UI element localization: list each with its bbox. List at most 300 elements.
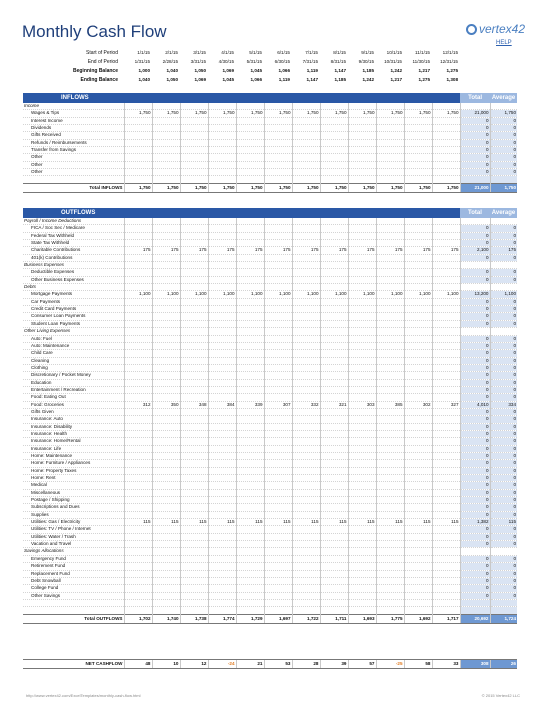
month-cell[interactable]: [432, 541, 460, 548]
month-cell[interactable]: [180, 592, 208, 599]
row-label[interactable]: Consumer Loan Payments: [23, 313, 124, 320]
month-cell[interactable]: [292, 342, 320, 349]
month-cell[interactable]: 115: [404, 519, 432, 526]
month-cell[interactable]: [180, 497, 208, 504]
month-cell[interactable]: [152, 504, 180, 511]
month-cell[interactable]: [376, 533, 404, 540]
month-cell[interactable]: [376, 430, 404, 437]
month-cell[interactable]: [236, 592, 264, 599]
month-cell[interactable]: [124, 154, 152, 161]
month-cell[interactable]: 115: [236, 519, 264, 526]
month-cell[interactable]: [208, 504, 236, 511]
row-label[interactable]: Education: [23, 379, 124, 386]
month-cell[interactable]: [152, 445, 180, 452]
month-cell[interactable]: [348, 533, 376, 540]
row-label[interactable]: Auto: Maintenance: [23, 342, 124, 349]
month-cell[interactable]: 1,750: [180, 110, 208, 117]
month-cell[interactable]: [264, 592, 292, 599]
month-cell[interactable]: [376, 313, 404, 320]
month-cell[interactable]: [236, 169, 264, 176]
header-start-cell[interactable]: 2/1/15: [165, 50, 178, 55]
month-cell[interactable]: [124, 269, 152, 276]
month-cell[interactable]: [152, 364, 180, 371]
month-cell[interactable]: [264, 350, 292, 357]
month-cell[interactable]: [208, 599, 236, 606]
month-cell[interactable]: [376, 117, 404, 124]
month-cell[interactable]: [124, 497, 152, 504]
month-cell[interactable]: [320, 423, 348, 430]
month-cell[interactable]: [432, 313, 460, 320]
month-cell[interactable]: [404, 176, 432, 183]
month-cell[interactable]: [404, 254, 432, 261]
header-end-cell[interactable]: 10/31/15: [384, 59, 402, 64]
month-cell[interactable]: [432, 445, 460, 452]
header-end-cell[interactable]: 12/31/15: [440, 59, 458, 64]
row-label[interactable]: Other Business Expenses: [23, 276, 124, 283]
month-cell[interactable]: 175: [180, 247, 208, 254]
month-cell[interactable]: [236, 240, 264, 247]
month-cell[interactable]: [404, 460, 432, 467]
month-cell[interactable]: [236, 541, 264, 548]
month-cell[interactable]: [208, 430, 236, 437]
month-cell[interactable]: [292, 541, 320, 548]
month-cell[interactable]: [264, 408, 292, 415]
month-cell[interactable]: [432, 298, 460, 305]
month-cell[interactable]: [376, 482, 404, 489]
month-cell[interactable]: [348, 306, 376, 313]
month-cell[interactable]: [432, 453, 460, 460]
month-cell[interactable]: [208, 592, 236, 599]
month-cell[interactable]: [152, 125, 180, 132]
month-cell[interactable]: [320, 298, 348, 305]
month-cell[interactable]: [348, 364, 376, 371]
month-cell[interactable]: [320, 453, 348, 460]
month-cell[interactable]: [292, 394, 320, 401]
month-cell[interactable]: [124, 394, 152, 401]
month-cell[interactable]: [292, 176, 320, 183]
header-ending-cell[interactable]: 1,308: [446, 77, 458, 82]
month-cell[interactable]: 321: [320, 401, 348, 408]
month-cell[interactable]: [348, 453, 376, 460]
month-cell[interactable]: [320, 147, 348, 154]
month-cell[interactable]: [180, 526, 208, 533]
month-cell[interactable]: [404, 497, 432, 504]
month-cell[interactable]: [404, 416, 432, 423]
month-cell[interactable]: [320, 592, 348, 599]
month-cell[interactable]: [180, 438, 208, 445]
month-cell[interactable]: [152, 240, 180, 247]
month-cell[interactable]: [432, 416, 460, 423]
month-cell[interactable]: [208, 154, 236, 161]
month-cell[interactable]: [180, 408, 208, 415]
header-ending-cell[interactable]: 1,275: [418, 77, 430, 82]
month-cell[interactable]: [292, 526, 320, 533]
month-cell[interactable]: [180, 313, 208, 320]
month-cell[interactable]: [180, 232, 208, 239]
month-cell[interactable]: [124, 125, 152, 132]
month-cell[interactable]: [208, 438, 236, 445]
month-cell[interactable]: [152, 139, 180, 146]
month-cell[interactable]: [264, 139, 292, 146]
month-cell[interactable]: [180, 555, 208, 562]
month-cell[interactable]: [236, 526, 264, 533]
header-end-cell[interactable]: 2/28/15: [162, 59, 178, 64]
month-cell[interactable]: [292, 504, 320, 511]
row-label[interactable]: Insurance: Home/Rental: [23, 438, 124, 445]
month-cell[interactable]: [124, 176, 152, 183]
month-cell[interactable]: [432, 147, 460, 154]
month-cell[interactable]: [320, 161, 348, 168]
month-cell[interactable]: 312: [124, 401, 152, 408]
month-cell[interactable]: [432, 240, 460, 247]
month-cell[interactable]: [264, 357, 292, 364]
month-cell[interactable]: [404, 504, 432, 511]
month-cell[interactable]: [152, 117, 180, 124]
month-cell[interactable]: [124, 416, 152, 423]
month-cell[interactable]: [348, 592, 376, 599]
header-ending-cell[interactable]: 1,066: [250, 77, 262, 82]
month-cell[interactable]: [264, 269, 292, 276]
header-ending-cell[interactable]: 1,040: [138, 77, 150, 82]
month-cell[interactable]: [432, 497, 460, 504]
month-cell[interactable]: [376, 232, 404, 239]
month-cell[interactable]: [208, 460, 236, 467]
month-cell[interactable]: [264, 430, 292, 437]
month-cell[interactable]: [432, 357, 460, 364]
month-cell[interactable]: [404, 577, 432, 584]
month-cell[interactable]: [208, 511, 236, 518]
month-cell[interactable]: [152, 232, 180, 239]
month-cell[interactable]: [124, 276, 152, 283]
month-cell[interactable]: [124, 364, 152, 371]
month-cell[interactable]: [292, 320, 320, 327]
month-cell[interactable]: [348, 372, 376, 379]
month-cell[interactable]: [264, 372, 292, 379]
month-cell[interactable]: [348, 320, 376, 327]
month-cell[interactable]: [264, 320, 292, 327]
month-cell[interactable]: [376, 161, 404, 168]
month-cell[interactable]: [376, 298, 404, 305]
month-cell[interactable]: [152, 497, 180, 504]
header-beginning-cell[interactable]: 1,066: [278, 68, 290, 73]
month-cell[interactable]: [348, 599, 376, 606]
month-cell[interactable]: [432, 408, 460, 415]
month-cell[interactable]: 115: [208, 519, 236, 526]
month-cell[interactable]: 1,750: [348, 110, 376, 117]
month-cell[interactable]: [124, 408, 152, 415]
row-label[interactable]: Charitable Contributions: [23, 247, 124, 254]
month-cell[interactable]: [236, 445, 264, 452]
month-cell[interactable]: [404, 225, 432, 232]
month-cell[interactable]: [432, 430, 460, 437]
month-cell[interactable]: [264, 276, 292, 283]
month-cell[interactable]: [180, 482, 208, 489]
month-cell[interactable]: [292, 161, 320, 168]
month-cell[interactable]: [236, 379, 264, 386]
month-cell[interactable]: [180, 147, 208, 154]
month-cell[interactable]: [152, 489, 180, 496]
month-cell[interactable]: [404, 117, 432, 124]
month-cell[interactable]: [404, 511, 432, 518]
row-label[interactable]: Other: [23, 169, 124, 176]
row-label[interactable]: Utilities: TV / Phone / Internet: [23, 526, 124, 533]
month-cell[interactable]: [348, 269, 376, 276]
month-cell[interactable]: [152, 132, 180, 139]
month-cell[interactable]: [180, 386, 208, 393]
month-cell[interactable]: [404, 438, 432, 445]
month-cell[interactable]: [208, 416, 236, 423]
month-cell[interactable]: [180, 176, 208, 183]
header-beginning-cell[interactable]: 1,040: [166, 68, 178, 73]
month-cell[interactable]: [404, 147, 432, 154]
month-cell[interactable]: [432, 225, 460, 232]
month-cell[interactable]: [124, 570, 152, 577]
month-cell[interactable]: [320, 132, 348, 139]
month-cell[interactable]: [376, 176, 404, 183]
month-cell[interactable]: [376, 467, 404, 474]
month-cell[interactable]: [124, 423, 152, 430]
month-cell[interactable]: [152, 342, 180, 349]
month-cell[interactable]: [236, 408, 264, 415]
month-cell[interactable]: [124, 563, 152, 570]
month-cell[interactable]: 115: [152, 519, 180, 526]
month-cell[interactable]: [208, 386, 236, 393]
month-cell[interactable]: [320, 511, 348, 518]
month-cell[interactable]: [348, 386, 376, 393]
month-cell[interactable]: [348, 460, 376, 467]
month-cell[interactable]: [152, 147, 180, 154]
month-cell[interactable]: [180, 298, 208, 305]
row-label[interactable]: Medical: [23, 482, 124, 489]
month-cell[interactable]: [404, 269, 432, 276]
header-end-cell[interactable]: 9/30/15: [358, 59, 374, 64]
month-cell[interactable]: [264, 117, 292, 124]
month-cell[interactable]: [180, 372, 208, 379]
month-cell[interactable]: [236, 306, 264, 313]
month-cell[interactable]: [376, 350, 404, 357]
header-ending-cell[interactable]: 1,242: [362, 77, 374, 82]
month-cell[interactable]: [404, 306, 432, 313]
row-label[interactable]: Refunds / Reimbursements: [23, 139, 124, 146]
month-cell[interactable]: [348, 504, 376, 511]
month-cell[interactable]: [208, 320, 236, 327]
month-cell[interactable]: [236, 504, 264, 511]
month-cell[interactable]: [124, 313, 152, 320]
month-cell[interactable]: [404, 320, 432, 327]
month-cell[interactable]: [432, 132, 460, 139]
month-cell[interactable]: [404, 379, 432, 386]
month-cell[interactable]: 115: [320, 519, 348, 526]
month-cell[interactable]: [208, 176, 236, 183]
month-cell[interactable]: [432, 585, 460, 592]
month-cell[interactable]: [292, 475, 320, 482]
month-cell[interactable]: [376, 154, 404, 161]
month-cell[interactable]: [236, 423, 264, 430]
month-cell[interactable]: [180, 306, 208, 313]
month-cell[interactable]: [348, 482, 376, 489]
month-cell[interactable]: [432, 423, 460, 430]
row-label[interactable]: Other: [23, 154, 124, 161]
month-cell[interactable]: [348, 147, 376, 154]
month-cell[interactable]: [404, 445, 432, 452]
month-cell[interactable]: [376, 570, 404, 577]
month-cell[interactable]: [180, 416, 208, 423]
month-cell[interactable]: [320, 504, 348, 511]
month-cell[interactable]: [320, 533, 348, 540]
month-cell[interactable]: [376, 125, 404, 132]
header-ending-cell[interactable]: 1,050: [166, 77, 178, 82]
month-cell[interactable]: [208, 475, 236, 482]
month-cell[interactable]: [208, 394, 236, 401]
month-cell[interactable]: [432, 475, 460, 482]
month-cell[interactable]: [180, 364, 208, 371]
row-label[interactable]: Credit Card Payments: [23, 306, 124, 313]
month-cell[interactable]: [376, 306, 404, 313]
header-ending-cell[interactable]: 1,045: [222, 77, 234, 82]
month-cell[interactable]: [320, 269, 348, 276]
month-cell[interactable]: [152, 430, 180, 437]
month-cell[interactable]: [348, 438, 376, 445]
month-cell[interactable]: [152, 161, 180, 168]
month-cell[interactable]: 385: [376, 401, 404, 408]
month-cell[interactable]: [180, 453, 208, 460]
month-cell[interactable]: [348, 408, 376, 415]
month-cell[interactable]: [236, 585, 264, 592]
month-cell[interactable]: [348, 169, 376, 176]
month-cell[interactable]: [264, 453, 292, 460]
month-cell[interactable]: 1,750: [404, 110, 432, 117]
row-label[interactable]: Home: Rent: [23, 475, 124, 482]
month-cell[interactable]: [432, 154, 460, 161]
header-end-cell[interactable]: 5/31/15: [246, 59, 262, 64]
month-cell[interactable]: [264, 379, 292, 386]
month-cell[interactable]: [124, 541, 152, 548]
month-cell[interactable]: [404, 364, 432, 371]
month-cell[interactable]: [432, 364, 460, 371]
month-cell[interactable]: 175: [236, 247, 264, 254]
month-cell[interactable]: [320, 364, 348, 371]
month-cell[interactable]: [264, 599, 292, 606]
month-cell[interactable]: [236, 254, 264, 261]
month-cell[interactable]: [152, 394, 180, 401]
month-cell[interactable]: [292, 232, 320, 239]
month-cell[interactable]: [432, 335, 460, 342]
month-cell[interactable]: [152, 169, 180, 176]
month-cell[interactable]: [208, 482, 236, 489]
month-cell[interactable]: [236, 438, 264, 445]
row-label[interactable]: Miscellaneous: [23, 489, 124, 496]
month-cell[interactable]: [236, 475, 264, 482]
month-cell[interactable]: 175: [152, 247, 180, 254]
month-cell[interactable]: [152, 592, 180, 599]
month-cell[interactable]: [152, 313, 180, 320]
header-beginning-cell[interactable]: 1,000: [138, 68, 150, 73]
row-label[interactable]: Dividends: [23, 125, 124, 132]
month-cell[interactable]: [264, 313, 292, 320]
header-end-cell[interactable]: 11/30/15: [412, 59, 430, 64]
month-cell[interactable]: [180, 335, 208, 342]
header-ending-cell[interactable]: 1,217: [390, 77, 402, 82]
row-label[interactable]: [23, 176, 124, 183]
month-cell[interactable]: [432, 607, 460, 614]
month-cell[interactable]: [348, 475, 376, 482]
row-label[interactable]: Other: [23, 161, 124, 168]
row-label[interactable]: Utilities: Water / Trash: [23, 533, 124, 540]
month-cell[interactable]: [348, 132, 376, 139]
month-cell[interactable]: [320, 379, 348, 386]
month-cell[interactable]: [376, 475, 404, 482]
month-cell[interactable]: [152, 372, 180, 379]
month-cell[interactable]: [404, 592, 432, 599]
month-cell[interactable]: [208, 298, 236, 305]
month-cell[interactable]: [320, 169, 348, 176]
month-cell[interactable]: [320, 482, 348, 489]
month-cell[interactable]: [208, 313, 236, 320]
month-cell[interactable]: [292, 533, 320, 540]
month-cell[interactable]: [180, 577, 208, 584]
month-cell[interactable]: [320, 342, 348, 349]
month-cell[interactable]: [292, 117, 320, 124]
row-label[interactable]: [23, 607, 124, 614]
month-cell[interactable]: [236, 577, 264, 584]
month-cell[interactable]: [236, 147, 264, 154]
month-cell[interactable]: [208, 161, 236, 168]
month-cell[interactable]: [152, 154, 180, 161]
month-cell[interactable]: [376, 225, 404, 232]
month-cell[interactable]: [124, 607, 152, 614]
row-label[interactable]: FICA / Soc Sec / Medicare: [23, 225, 124, 232]
month-cell[interactable]: [348, 423, 376, 430]
month-cell[interactable]: [264, 526, 292, 533]
month-cell[interactable]: [320, 240, 348, 247]
month-cell[interactable]: [152, 225, 180, 232]
month-cell[interactable]: [348, 379, 376, 386]
month-cell[interactable]: [292, 357, 320, 364]
month-cell[interactable]: [208, 357, 236, 364]
month-cell[interactable]: [348, 577, 376, 584]
month-cell[interactable]: [236, 132, 264, 139]
month-cell[interactable]: [292, 453, 320, 460]
row-label[interactable]: Replacement Fund: [23, 570, 124, 577]
month-cell[interactable]: 175: [320, 247, 348, 254]
month-cell[interactable]: [432, 276, 460, 283]
month-cell[interactable]: [432, 394, 460, 401]
month-cell[interactable]: [348, 342, 376, 349]
header-start-cell[interactable]: 8/1/15: [333, 50, 346, 55]
row-label[interactable]: Insurance: Life: [23, 445, 124, 452]
month-cell[interactable]: [376, 139, 404, 146]
month-cell[interactable]: [320, 306, 348, 313]
month-cell[interactable]: [264, 577, 292, 584]
month-cell[interactable]: [152, 176, 180, 183]
month-cell[interactable]: [208, 364, 236, 371]
month-cell[interactable]: 1,100: [320, 291, 348, 298]
month-cell[interactable]: [208, 497, 236, 504]
month-cell[interactable]: [264, 555, 292, 562]
row-label[interactable]: Vacation and Travel: [23, 541, 124, 548]
month-cell[interactable]: [208, 533, 236, 540]
month-cell[interactable]: [152, 423, 180, 430]
row-label[interactable]: Home: Furniture / Appliances: [23, 460, 124, 467]
month-cell[interactable]: [180, 169, 208, 176]
month-cell[interactable]: 1,100: [348, 291, 376, 298]
month-cell[interactable]: [376, 357, 404, 364]
month-cell[interactable]: [348, 570, 376, 577]
month-cell[interactable]: [292, 482, 320, 489]
month-cell[interactable]: [292, 511, 320, 518]
month-cell[interactable]: [180, 394, 208, 401]
month-cell[interactable]: [264, 438, 292, 445]
